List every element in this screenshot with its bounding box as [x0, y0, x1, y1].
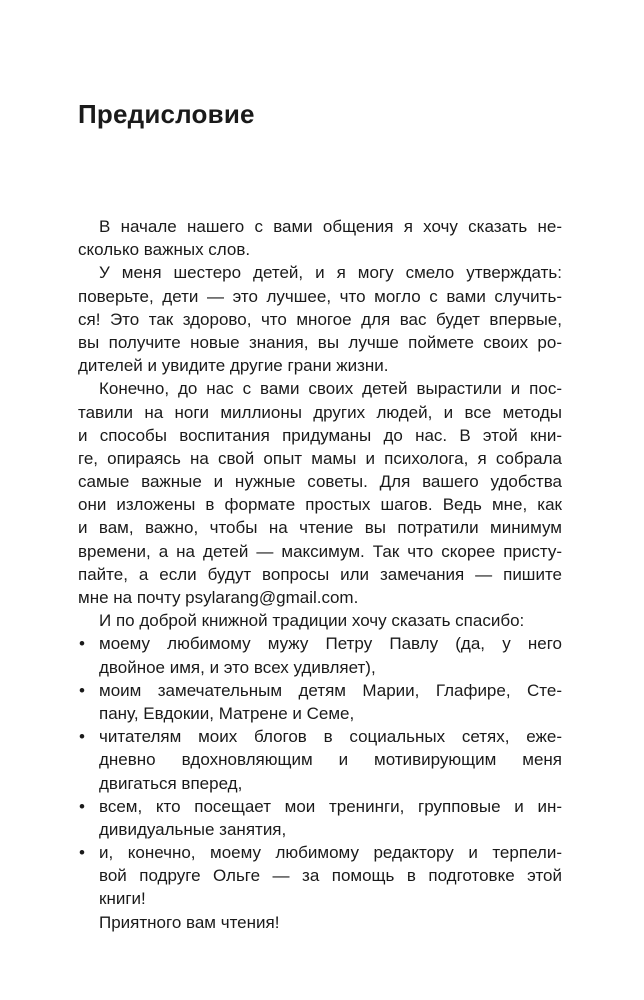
text-line: ся! Это так здорово, что многое для вас будет впервые, [78, 309, 562, 329]
text-line: пайте, а если будут вопросы или замечания — пишите [78, 564, 562, 584]
list-item [78, 725, 562, 795]
text-line: И по доброй книжной традиции хочу сказать спасибо: [99, 611, 525, 631]
paragraph [78, 609, 562, 632]
text-line: У меня шестеро детей, и я могу смело утверждать: [99, 263, 562, 283]
text-line: тавили на ноги миллионы других людей, и все методы [78, 402, 562, 422]
paragraph [78, 215, 562, 261]
page-title: Предисловие [78, 99, 255, 129]
text-line: самые важные и нужные советы. Для вашего удобства [78, 472, 562, 492]
text-line: дневно вдохновляющим и мотивирующим меня [99, 750, 562, 770]
list-item [78, 795, 562, 841]
bullet-icon: • [79, 634, 85, 654]
text-line: и вам, важно, чтобы на чтение вы потратили минимум [78, 518, 562, 538]
thanks-list [78, 632, 562, 910]
text-line: двигаться вперед, [99, 773, 243, 793]
text-line: сколько важных слов. [78, 240, 251, 260]
text-line: и способы воспитания придуманы до нас. В этой кни- [78, 425, 562, 445]
text-line: поверьте, дети — это лучшее, что могло с вами случить- [78, 286, 562, 306]
text-line: дивидуальные занятия, [99, 819, 287, 839]
paragraph [78, 261, 562, 377]
text-line: ге, опираясь на свой опыт мамы и психолога, я собрала [78, 448, 562, 468]
text-line: читателям моих блогов в социальных сетях, еже- [99, 727, 562, 747]
bullet-icon: • [79, 796, 85, 816]
bullet-icon: • [79, 843, 85, 863]
text-line: пану, Евдокии, Матрене и Семе, [99, 703, 355, 723]
text-line: вы получите новые знания, вы лучше поймете своих ро- [78, 332, 562, 352]
text-line: они изложены в формате простых шагов. Ведь мне, как [78, 495, 562, 515]
text-line: двойное имя, и это всех удивляет), [99, 657, 376, 677]
text-line: дителей и увидите другие грани жизни. [78, 356, 389, 376]
text-line: мне на почту psylarang@gmail.com. [78, 588, 359, 607]
preface-body [78, 215, 562, 934]
text-line: книги! [99, 889, 146, 909]
text-line: моему любимому мужу Петру Павлу (да, у него [99, 634, 562, 654]
text-line: времени, а на детей — максимум. Так что скорее присту- [78, 541, 562, 561]
text-line: В начале нашего с вами общения я хочу сказать не- [99, 217, 562, 236]
text-line: всем, кто посещает мои тренинги, групповые и ин- [99, 796, 562, 816]
text-line: Конечно, до нас с вами своих детей вырастили и пос- [99, 379, 562, 399]
closing-line: Приятного вам чтения! [99, 912, 280, 932]
text-line: моим замечательным детям Марии, Глафире, Сте- [99, 680, 562, 700]
list-item [78, 841, 562, 911]
text-line: вой подруге Ольге — за помощь в подготовке этой [99, 866, 562, 886]
paragraph [78, 377, 562, 609]
list-item [78, 679, 562, 725]
bullet-icon: • [79, 680, 85, 700]
text-line: и, конечно, моему любимому редактору и терпели- [99, 843, 562, 863]
list-item [78, 632, 562, 678]
bullet-icon: • [79, 727, 85, 747]
